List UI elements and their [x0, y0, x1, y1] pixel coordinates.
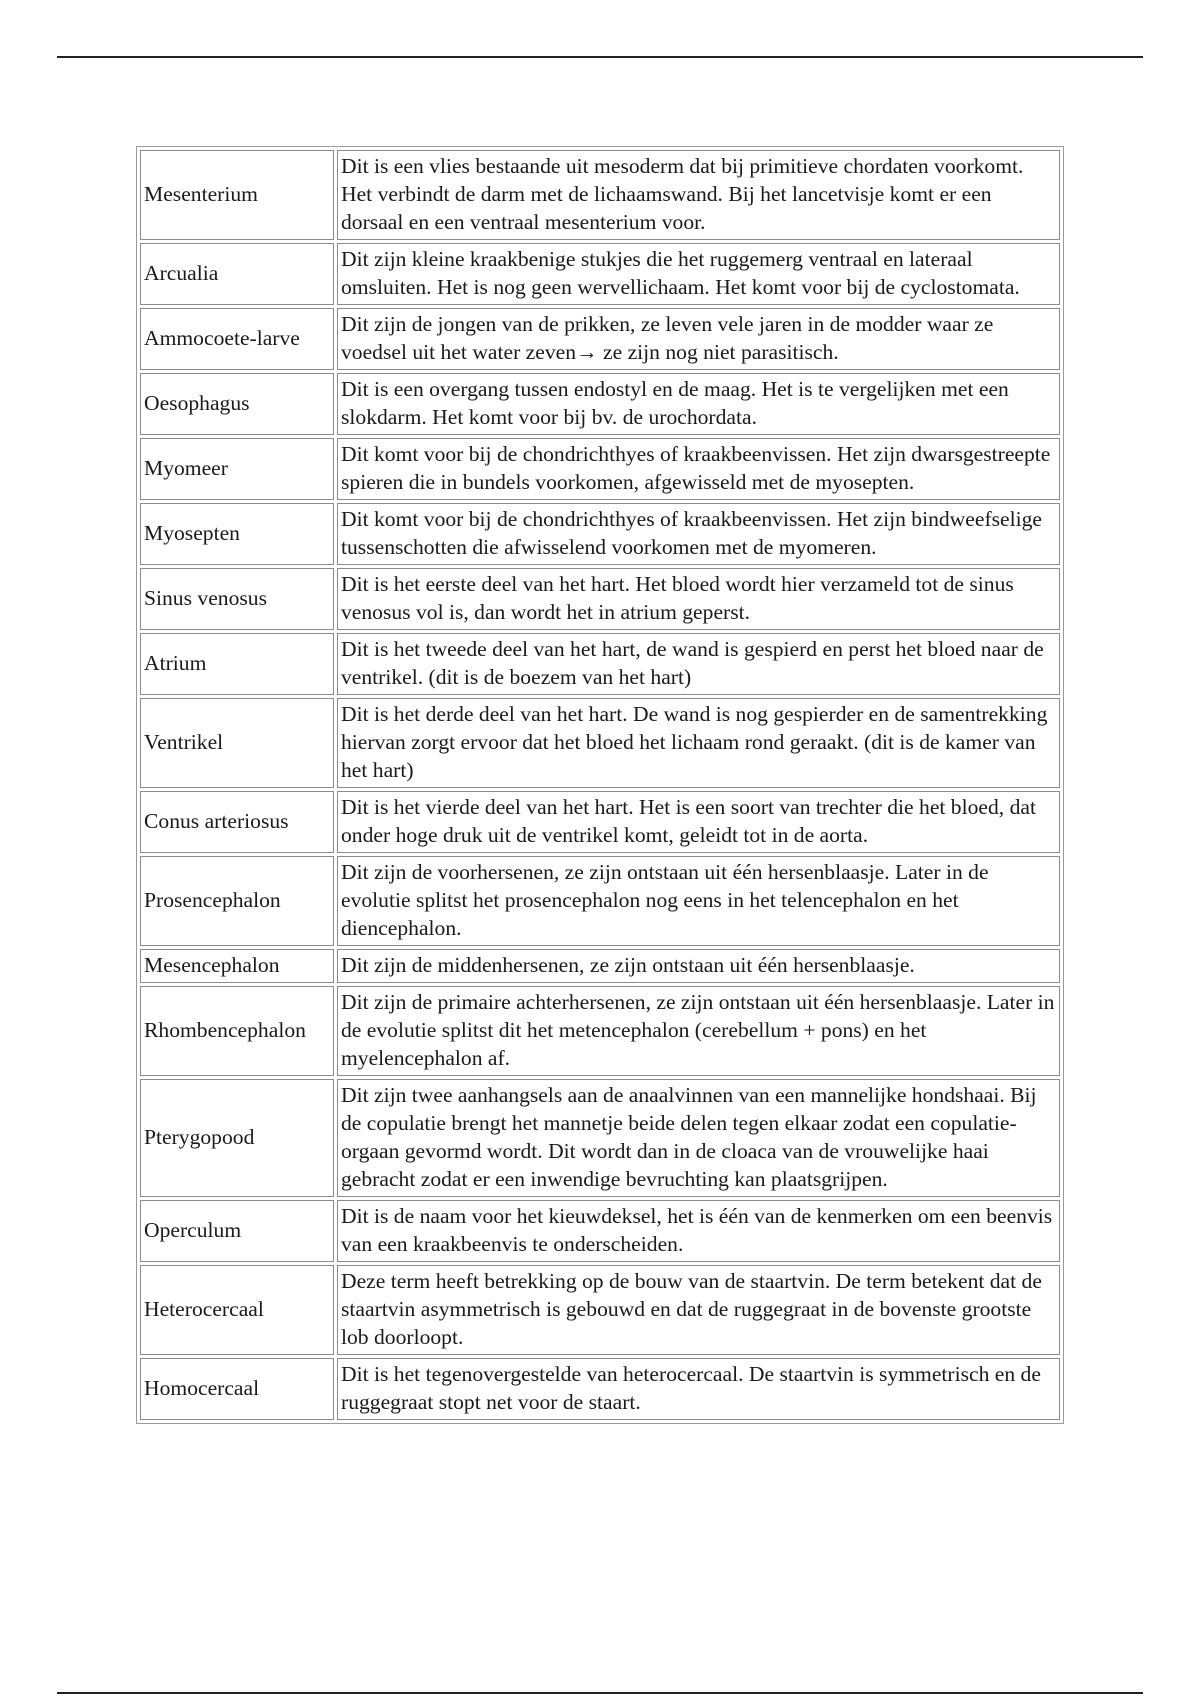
definition-cell: Dit zijn de primaire achterhersenen, ze zijn ontstaan uit één hersenblaasje. Later in de evolutie splitst dit het metencephalon (cerebellum + pons) en het myelencephalon af.: [337, 986, 1060, 1076]
term-cell: Pterygopood: [140, 1079, 334, 1197]
table-row: [140, 633, 1060, 695]
term-cell: Myomeer: [140, 438, 334, 500]
definition-cell: Dit is een vlies bestaande uit mesoderm dat bij primitieve chordaten voorkomt. Het verbindt de darm met de lichaamswand. Bij het lancetvisje komt er een dorsaal en een ventraal mesenterium voor.: [337, 150, 1060, 240]
definition-cell: Dit is het vierde deel van het hart. Het is een soort van trechter die het bloed, dat onder hoge druk uit de ventrikel komt, geleidt tot in de aorta.: [337, 791, 1060, 853]
table-row: [140, 1200, 1060, 1262]
definition-cell: Dit is een overgang tussen endostyl en de maag. Het is te vergelijken met een slokdarm. Het komt voor bij bv. de urochordata.: [337, 373, 1060, 435]
table-row: [140, 503, 1060, 565]
definition-cell: Deze term heeft betrekking op de bouw van de staartvin. De term betekent dat de staartvin asymmetrisch is gebouwd en dat de ruggegraat in de bovenste grootste lob doorloopt.: [337, 1265, 1060, 1355]
table-row: [140, 150, 1060, 240]
definition-cell: Dit is het tegenovergestelde van heterocercaal. De staartvin is symmetrisch en de ruggegraat stopt net voor de staart.: [337, 1358, 1060, 1420]
term-cell: Homocercaal: [140, 1358, 334, 1420]
definition-cell: Dit zijn de middenhersenen, ze zijn ontstaan uit één hersenblaasje.: [337, 949, 1060, 983]
term-cell: Mesencephalon: [140, 949, 334, 983]
definition-cell: Dit is het derde deel van het hart. De wand is nog gespierder en de samentrekking hiervan zorgt ervoor dat het bloed het lichaam rond geraakt. (dit is de kamer van het hart): [337, 698, 1060, 788]
definition-cell: Dit zijn kleine kraakbenige stukjes die het ruggemerg ventraal en lateraal omsluiten. Het is nog geen wervellichaam. Het komt voor bij de cyclostomata.: [337, 243, 1060, 305]
glossary-table: [136, 146, 1064, 1424]
table-row: [140, 949, 1060, 983]
header-rule: [57, 56, 1143, 58]
term-cell: Conus arteriosus: [140, 791, 334, 853]
table-row: [140, 986, 1060, 1076]
definition-cell: Dit is de naam voor het kieuwdeksel, het is één van de kenmerken om een beenvis van een kraakbeenvis te onderscheiden.: [337, 1200, 1060, 1262]
term-cell: Heterocercaal: [140, 1265, 334, 1355]
term-cell: Sinus venosus: [140, 568, 334, 630]
table-row: [140, 308, 1060, 370]
term-cell: Prosencephalon: [140, 856, 334, 946]
table-row: [140, 1265, 1060, 1355]
footer-rule: [57, 1692, 1143, 1694]
table-row: [140, 438, 1060, 500]
table-row: [140, 698, 1060, 788]
term-cell: Mesenterium: [140, 150, 334, 240]
table-row: [140, 856, 1060, 946]
term-cell: Oesophagus: [140, 373, 334, 435]
glossary-table-body: [140, 150, 1060, 1420]
term-cell: Atrium: [140, 633, 334, 695]
term-cell: Myosepten: [140, 503, 334, 565]
definition-cell: Dit is het eerste deel van het hart. Het bloed wordt hier verzameld tot de sinus venosus vol is, dan wordt het in atrium geperst.: [337, 568, 1060, 630]
term-cell: Ammocoete-larve: [140, 308, 334, 370]
table-row: [140, 1358, 1060, 1420]
term-cell: Operculum: [140, 1200, 334, 1262]
table-row: [140, 1079, 1060, 1197]
definition-cell: Dit zijn twee aanhangsels aan de anaalvinnen van een mannelijke hondshaai. Bij de copulatie brengt het mannetje beide delen tegen elkaar zodat een copulatie-orgaan gevormd wordt. Dit wordt dan in de cloaca van de vrouwelijke haai gebracht zodat er een inwendige bevruchting kan plaatsgrijpen.: [337, 1079, 1060, 1197]
table-row: [140, 243, 1060, 305]
table-row: [140, 791, 1060, 853]
definition-cell: Dit zijn de voorhersenen, ze zijn ontstaan uit één hersenblaasje. Later in de evolutie splitst het prosencephalon nog eens in het telencephalon en het diencephalon.: [337, 856, 1060, 946]
definition-cell: Dit zijn de jongen van de prikken, ze leven vele jaren in de modder waar ze voedsel uit het water zeven→ ze zijn nog niet parasitisch.: [337, 308, 1060, 370]
term-cell: Rhombencephalon: [140, 986, 334, 1076]
term-cell: Ventrikel: [140, 698, 334, 788]
table-row: [140, 373, 1060, 435]
definition-cell: Dit is het tweede deel van het hart, de wand is gespierd en perst het bloed naar de ventrikel. (dit is de boezem van het hart): [337, 633, 1060, 695]
term-cell: Arcualia: [140, 243, 334, 305]
definition-cell: Dit komt voor bij de chondrichthyes of kraakbeenvissen. Het zijn dwarsgestreepte spieren die in bundels voorkomen, afgewisseld met de myosepten.: [337, 438, 1060, 500]
table-row: [140, 568, 1060, 630]
definition-cell: Dit komt voor bij de chondrichthyes of kraakbeenvissen. Het zijn bindweefselige tussenschotten die afwisselend voorkomen met de myomeren.: [337, 503, 1060, 565]
